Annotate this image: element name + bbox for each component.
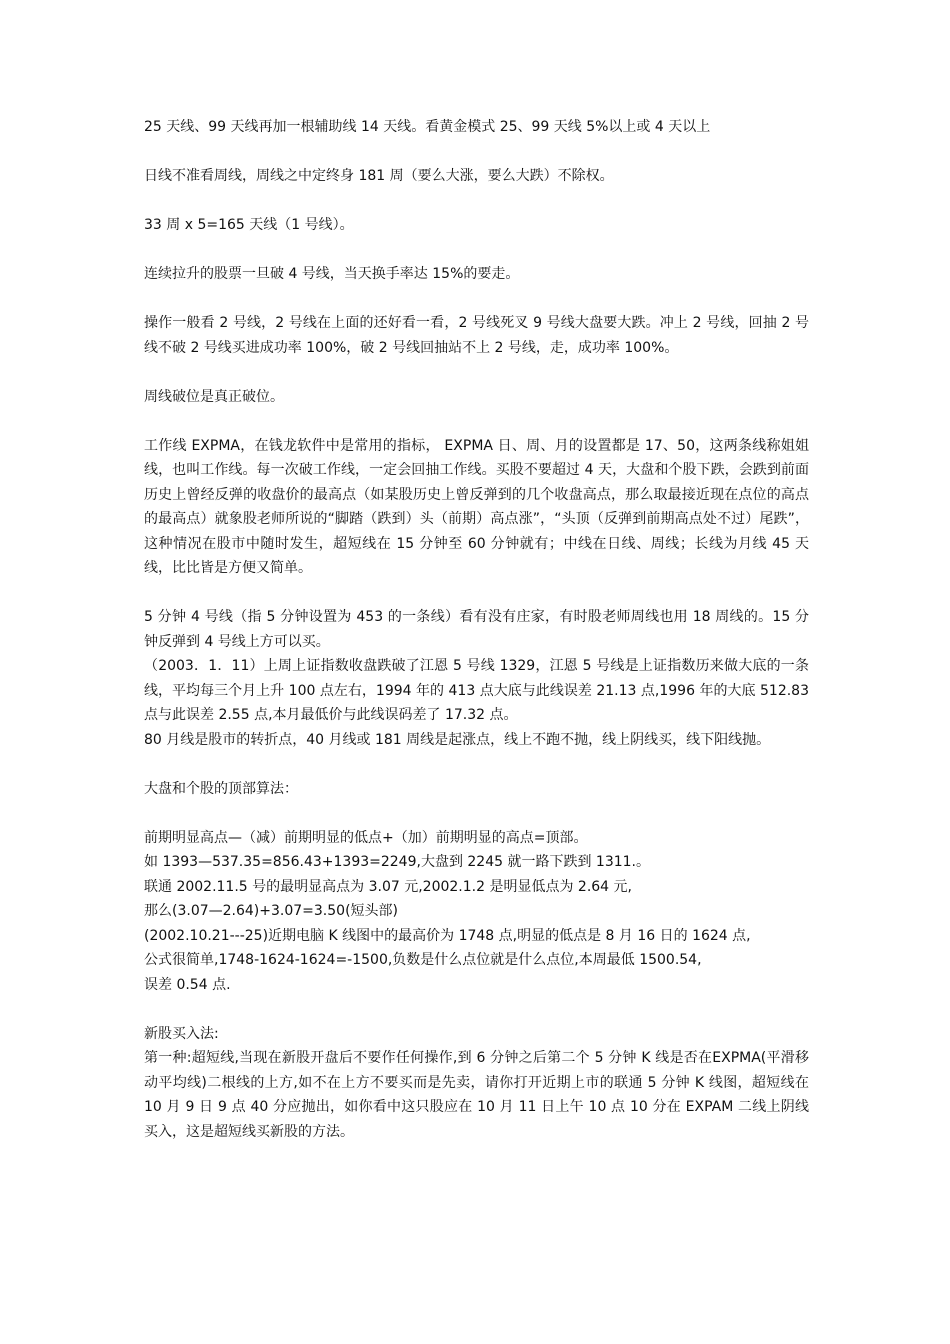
para-14: 联通 2002.11.5 号的最明显高点为 3.07 元,2002.1.2 是明显低点为 2.64 元, <box>144 878 632 895</box>
paragraph-gap <box>144 360 809 385</box>
paragraph-gap <box>144 801 809 826</box>
document-body <box>144 115 809 1144</box>
para-6: 周线破位是真正破位。 <box>144 388 284 405</box>
para-12: 前期明显高点—（减）前期明显的低点+（加）前期明显的高点=顶部。 <box>144 829 588 846</box>
para-3: 33 周 x 5=165 天线（1 号线）。 <box>144 217 354 233</box>
para-1: 25 天线、99 天线再加一根辅助线 14 天线。看黄金模式 25、99 天线 5%以上或 4 天以上 <box>144 119 711 135</box>
para-7: 工作线 EXPMA，在钱龙软件中是常用的指标， EXPMA 日、周、月的设置都是 17、50，这两条线称姐姐线，也叫工作线。每一次破工作线，一定会回抽工作线。买股不要超过 4 天，大盘和个股下跌，会跌到前面历史上曾经反弹的收盘价的最高点（如某股历史上曾反弹到的几个收盘高点，那么取最接近现在点位的高点的最高点）就象股老师所说的“脚踏（跌到）头（前期）高点涨”，“头顶（反弹到前期高点处不过）尾跌”，这种情况在股市中随时发生，超短线在 15 分钟至 60 分钟就有；中线在日线、周线；长线为月线 45 天线，比比皆是方便又简单。 <box>144 437 809 576</box>
para-20: 第一种:超短线,当现在新股开盘后不要作任何操作,到 6 分钟之后第二个 5 分钟 K 线是否在EXPMA(平滑移动平均线)二根线的上方,如不在上方不要买而是先卖，请你打开近期上市的联通 5 分钟 K 线图，超短线在 10 月 9 日 9 点 40 分应抛出，如你看中这只股应在 10 月 11 日上午 10 点 10 分在 EXPAM 二线上阴线买入，这是超短线买新股的方法。 <box>144 1050 809 1140</box>
paragraph-gap <box>144 140 809 165</box>
para-19: 新股买入法: <box>144 1025 219 1042</box>
para-2: 日线不准看周线，周线之中定终身 181 周（要么大涨，要么大跌）不除权。 <box>144 168 614 184</box>
paragraph-gap <box>144 752 809 777</box>
paragraph-gap <box>144 238 809 263</box>
paragraph-gap <box>144 409 809 434</box>
paragraph-gap <box>144 189 809 214</box>
paragraph-gap <box>144 581 809 606</box>
para-18: 误差 0.54 点. <box>144 976 231 993</box>
para-5: 操作一般看 2 号线，2 号线在上面的还好看一看，2 号线死叉 9 号线大盘要大跌。冲上 2 号线，回抽 2 号线不破 2 号线买进成功率 100%，破 2 号线回抽站不上 2 号线，走，成功率 100%。 <box>144 315 809 356</box>
para-11: 大盘和个股的顶部算法： <box>144 780 298 797</box>
paragraph-gap <box>144 997 809 1022</box>
para-10: 80 月线是股市的转折点，40 月线或 181 周线是起涨点，线上不跑不抛，线上阴线买，线下阳线抛。 <box>144 731 771 748</box>
para-8: 5 分钟 4 号线（指 5 分钟设置为 453 的一条线）看有没有庄家，有时股老师周线也用 18 周线的。15 分钟反弹到 4 号线上方可以买。 <box>144 609 809 650</box>
para-17: 公式很简单,1748-1624-1624=-1500,负数是什么点位就是什么点位,本周最低 1500.54, <box>144 952 702 968</box>
para-13: 如 1393—537.35=856.43+1393=2249,大盘到 2245 就一路下跌到 1311.。 <box>144 854 651 870</box>
para-4: 连续拉升的股票一旦破 4 号线，当天换手率达 15%的要走。 <box>144 266 520 282</box>
para-16: (2002.10.21---25)近期电脑 K 线图中的最高价为 1748 点,明显的低点是 8 月 16 日的 1624 点, <box>144 927 751 944</box>
para-15: 那么(3.07—2.64)+3.07=3.50(短头部) <box>144 903 398 919</box>
paragraph-gap <box>144 287 809 312</box>
para-9: （2003．1．11）上周上证指数收盘跌破了江恩 5 号线 1329，江恩 5 号线是上证指数历来做大底的一条线，平均每三个月上升 100 点左右，1994 年的 413 点大底与此线误差 21.13 点,1996 年的大底 512.83 点与此误差 2.55 点,本月最低价与此线误码差了 17.32 点。 <box>144 658 809 723</box>
